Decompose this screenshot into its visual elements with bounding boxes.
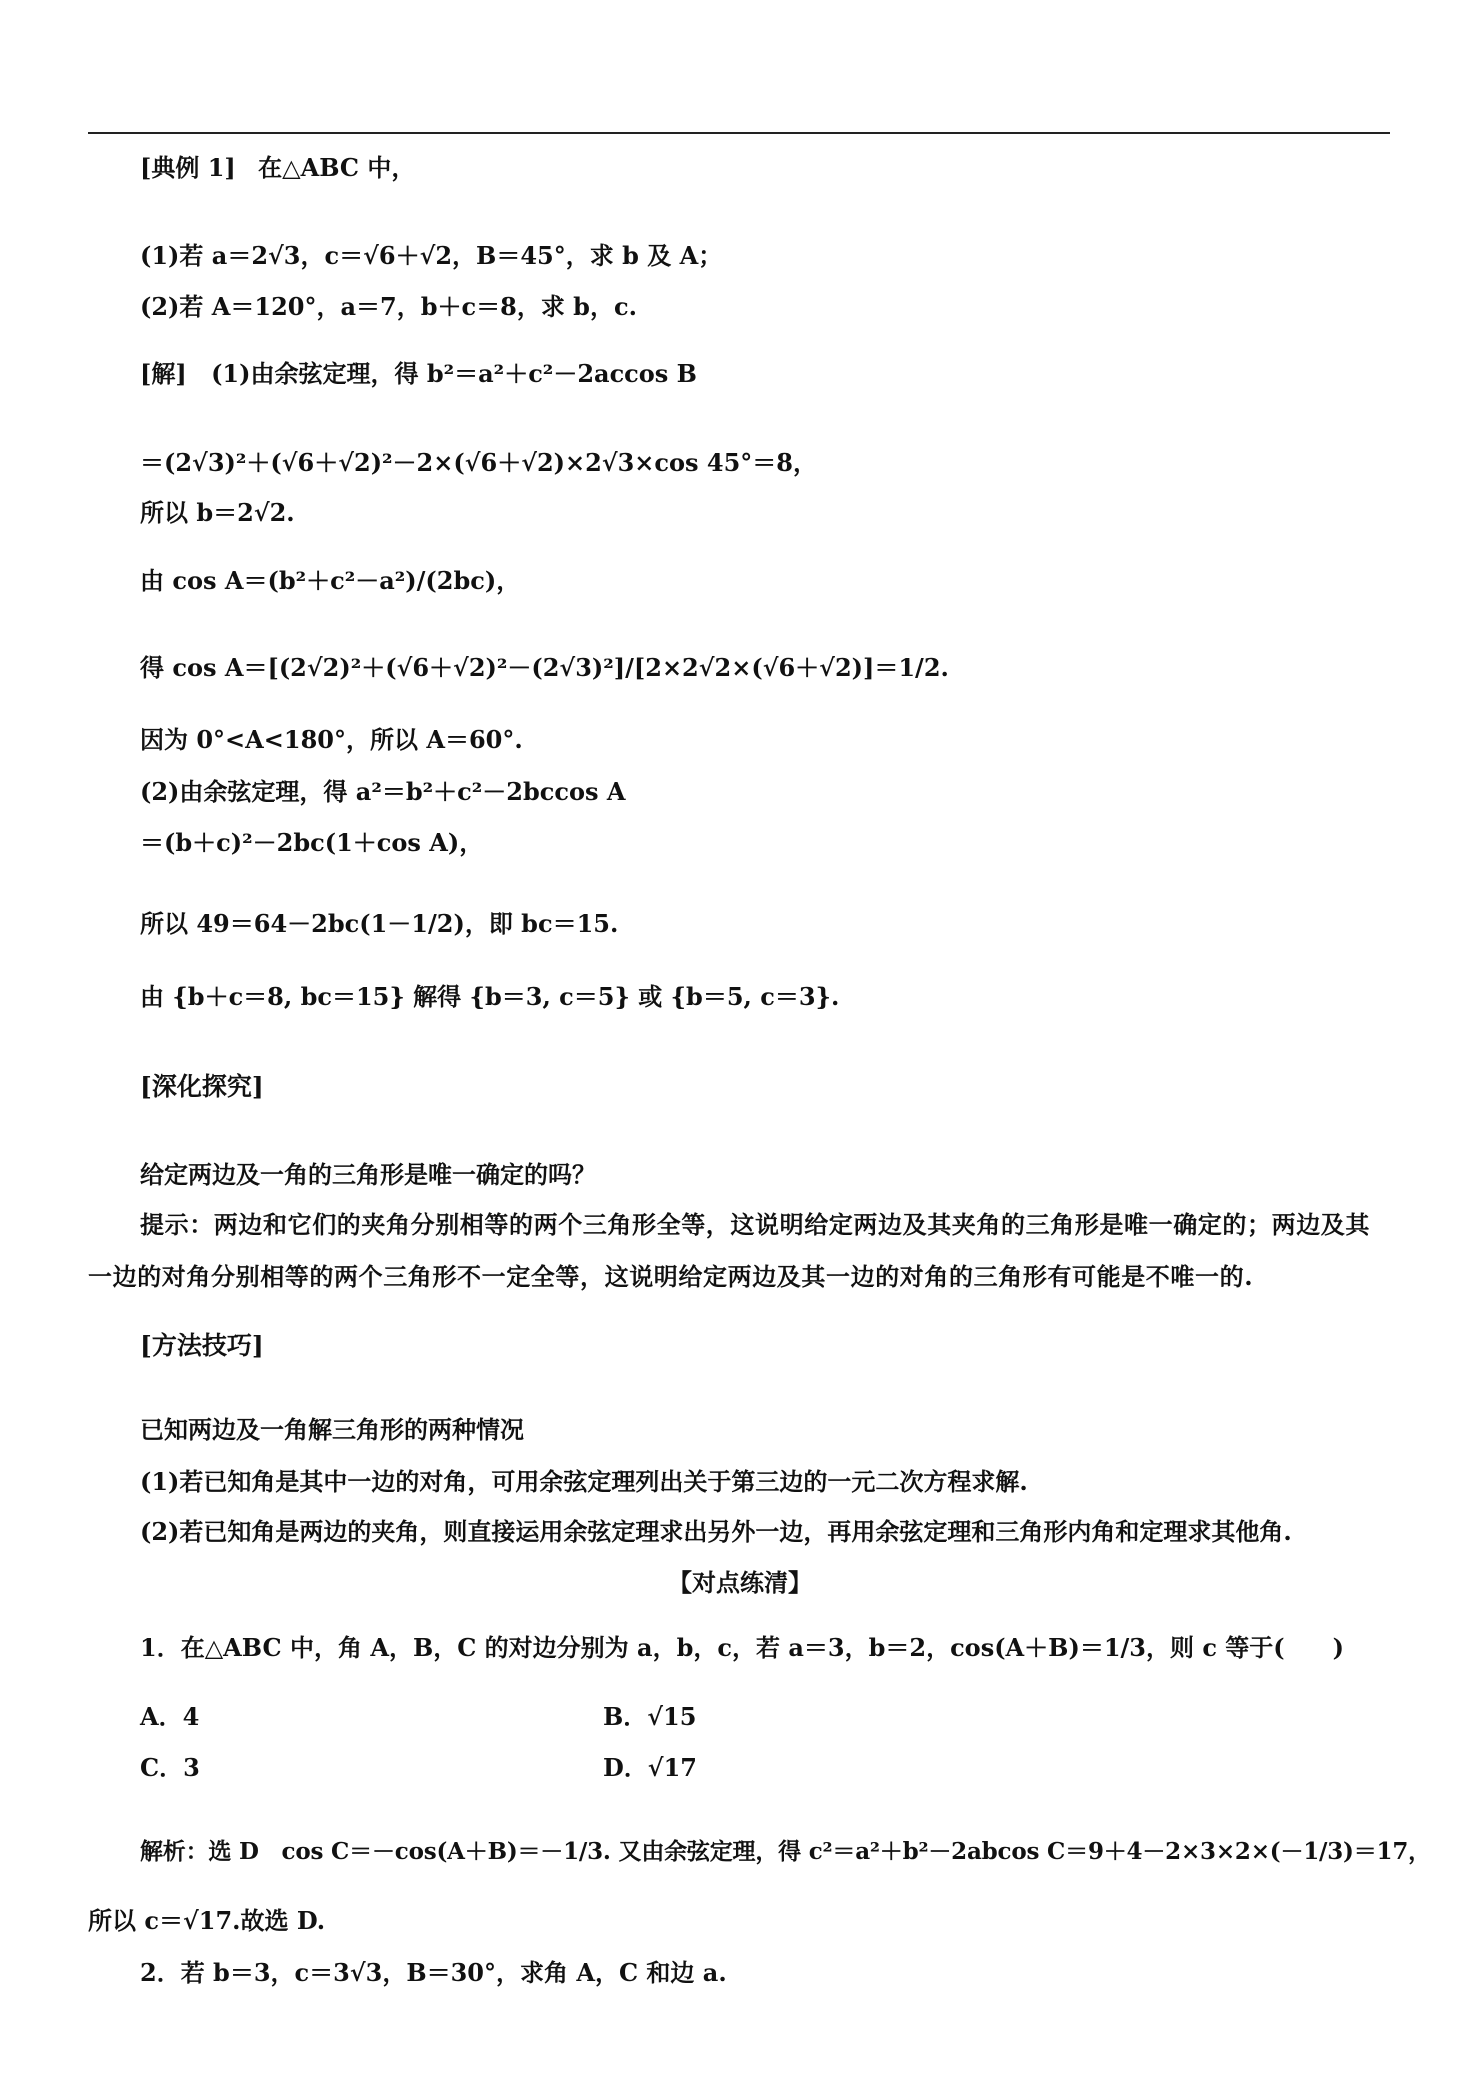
option-c: C．3 xyxy=(140,1753,200,1782)
practice-analysis: 解析：选 D cos C＝－cos(A＋B)＝－1/3. 又由余弦定理，得 c²＝a²＋b²－2abcos C＝9＋4－2×3×2×(－1/3)＝17， xyxy=(140,1838,1431,1865)
solution-line-2: ＝(2√3)²＋(√6＋√2)²－2×(√6＋√2)×2√3×cos 45°＝8， xyxy=(140,448,818,477)
solution-line-8: ＝(b＋c)²－2bc(1＋cos A)， xyxy=(140,828,484,857)
solution-line-6: 因为 0°<A<180°，所以 A＝60°. xyxy=(140,725,523,754)
solution-line-1 xyxy=(140,358,697,390)
solution-line-5: 得 cos A＝[(2√2)²＋(√6＋√2)²－(2√3)²]/[2×2√2×(√6＋√2)]＝1/2. xyxy=(140,653,949,682)
method-item-1: (1)若已知角是其中一边的对角，可用余弦定理列出关于第三边的一元二次方程求解. xyxy=(140,1467,1028,1496)
example-intro: 在△ABC 中， xyxy=(258,153,416,182)
top-rule xyxy=(88,132,1390,134)
deep-question: 给定两边及一角的三角形是唯一确定的吗？ xyxy=(140,1160,596,1189)
practice-heading: 【对点练清】 xyxy=(668,1568,812,1597)
solution-label: [解] xyxy=(140,359,187,388)
deep-hint: 提示：两边和它们的夹角分别相等的两个三角形全等，这说明给定两边及其夹角的三角形是唯一确定的；两边及其一边的对角分别相等的两个三角形不一定全等，这说明给定两边及其一边的对角的三角形有可能是不唯一的. xyxy=(88,1210,1370,1291)
solution-line-7: (2)由余弦定理，得 a²＝b²＋c²－2bccos A xyxy=(140,777,626,806)
method-item-2: (2)若已知角是两边的夹角，则直接运用余弦定理求出另外一边，再用余弦定理和三角形内角和定理求其他角. xyxy=(140,1517,1292,1546)
option-a: A．4 xyxy=(140,1702,200,1731)
method-heading: [方法技巧] xyxy=(140,1331,264,1360)
solution-line-9: 所以 49＝64－2bc(1－1/2)，即 bc＝15. xyxy=(140,909,619,938)
solution-line-3: 所以 b＝2√2. xyxy=(140,498,295,527)
option-b: B．√15 xyxy=(603,1702,697,1731)
method-title: 已知两边及一角解三角形的两种情况 xyxy=(140,1415,524,1444)
example-heading-line xyxy=(140,152,415,184)
practice-analysis-2: 所以 c＝√17.故选 D. xyxy=(88,1906,326,1935)
example-question-1: (1)若 a＝2√3，c＝√6＋√2，B＝45°，求 b 及 A； xyxy=(140,241,723,270)
solution-line-10: 由 {b＋c＝8, bc＝15} 解得 {b＝3, c＝5} 或 {b＝5, c＝3}. xyxy=(140,982,840,1011)
example-label: [典例 1] xyxy=(140,153,236,182)
option-d: D．√17 xyxy=(603,1753,697,1782)
practice-question-2: 2．若 b＝3，c＝3√3，B＝30°，求角 A，C 和边 a. xyxy=(140,1958,727,1987)
example-question-2: (2)若 A＝120°，a＝7，b＋c＝8，求 b，c. xyxy=(140,292,637,321)
solution-text-1: (1)由余弦定理，得 b²＝a²＋c²－2accos B xyxy=(211,359,697,388)
solution-line-4: 由 cos A＝(b²＋c²－a²)/(2bc)， xyxy=(140,566,521,595)
practice-question-1: 1．在△ABC 中，角 A，B，C 的对边分别为 a，b，c，若 a＝3，b＝2，cos(A＋B)＝1/3，则 c 等于( ) xyxy=(140,1633,1345,1662)
deep-heading: [深化探究] xyxy=(140,1072,264,1101)
